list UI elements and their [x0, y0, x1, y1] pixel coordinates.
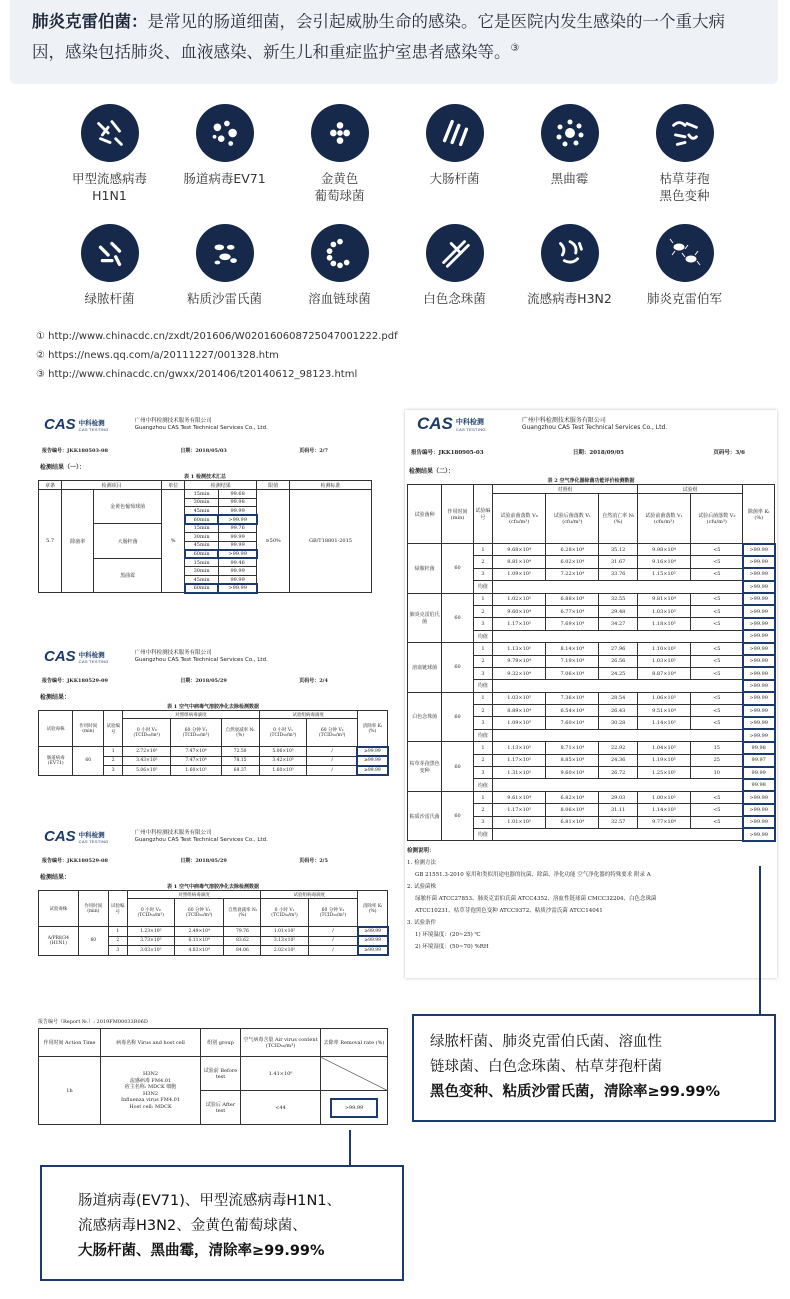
callout-left: 肠道病毒(EV71)、甲型流感病毒H1N1、 流感病毒H3N2、金黄色葡萄球菌、 大肠杆菌、黑曲霉，清除率≥99.99% [40, 1165, 404, 1281]
intro-paragraph [32, 8, 756, 66]
reference-2[interactable]: ② https://news.qq.com/a/20111227/001328.htm [36, 350, 279, 361]
aspergillus-icon [541, 104, 599, 162]
connector-right [759, 866, 761, 1014]
pathogen-label: 流感病毒H3N2 [527, 291, 612, 306]
pathogen-item [397, 224, 512, 330]
intro-ref: ③ [510, 43, 520, 54]
doc1-table: 章条 检测项目 单位 检测结果 限值 检测标准 5.7 除菌率 金黄色葡萄球菌 % 15min 99.68 ≥50% GB/T18801-2015 30min 99.98 45min 99.99 60min >99.99 大肠杆菌 15min 99.76 30min 99.99 45min 99.99 60min >99.99 黑曲霉 15min 99.46 30min 99.99 45min 99.99 60min >99.99 [38, 480, 372, 593]
pathogen-item [167, 224, 282, 330]
report-doc-2: CAS 中科检测 CAS TESTING 广州中科检测技术服务有限公司 Guangzhou CAS Test Technical Services Co., Ltd. 报告编号：JKK180529-09 日期：2018/05/29 页码号：2/4 检测结果： 表 1 空气中病毒气溶胶净化去除检测数据 试验毒株 作用时间(min) 试验编号 对照组病毒滴度 试验组病毒滴度 清除率 Kₜ (%) 0 小时 V₀ (TCID₅₀/m³) 60 分钟 V₁ (TCID₅₀/m³) 自然衰减率 Nₜ (%) 0 小时 V₁ (TCID₅₀/m³) 60 分钟 V₂ (TCID₅₀/m³) 肠道病毒(EV71) 60 1 2.72×10⁵ 7.47×10⁴ 72.50 5.06×10⁵ / ≥99.99 2 3.43×10⁵ 7.47×10⁴ 78.15 3.42×10⁵ / ≥99.99 3 5.06×10⁵ 1.60×10⁵ 68.37 1.60×10⁵ / ≥99.99 [36, 644, 390, 812]
reference-1[interactable]: ① http://www.chinacdc.cn/zxdt/201606/W020160608725047001222.pdf [36, 331, 398, 342]
klebsiella-icon [656, 224, 714, 282]
virus-h1n1-icon [81, 104, 139, 162]
doc2-table: 试验毒株 作用时间(min) 试验编号 对照组病毒滴度 试验组病毒滴度 清除率 Kₜ (%) 0 小时 V₀ (TCID₅₀/m³) 60 分钟 V₁ (TCID₅₀/m³) 自然衰减率 Nₜ (%) 0 小时 V₁ (TCID₅₀/m³) 60 分钟 V₂ (TCID₅₀/m³) 肠道病毒(EV71) 60 1 2.72×10⁵ 7.47×10⁴ 72.50 5.06×10⁵ / ≥99.99 2 3.43×10⁵ 7.47×10⁴ 78.15 3.42×10⁵ / ≥99.99 3 5.06×10⁵ 1.60×10⁵ 68.37 1.60×10⁵ / ≥99.99 [38, 710, 388, 776]
intro-bold: 肺炎克雷伯菌： [32, 12, 148, 31]
e-coli-icon [426, 104, 484, 162]
report-doc-1: CAS 中科检测 CAS TESTING 广州中科检测技术服务有限公司 Guangzhou CAS Test Technical Services Co., Ltd. 报告编号：JKK180503-08 日期：2018/05/03 页码号：2/7 检测结果（一）： 表 1 检测技术汇总 章条 检测项目 单位 检测结果 限值 检测标准 5.7 除菌率 金黄色葡萄球菌 % 15min 99.68 ≥50% GB/T18801-2015 30min 99.98 45min 99.99 60min >99.99 大肠杆菌 15min 99.76 30min 99.99 45min 99.99 60min >99.99 黑曲霉 15min 99.46 30min 99.99 45min 99.99 60min >99.99 [36, 410, 374, 636]
pathogen-item [512, 224, 627, 330]
pathogen-label: 溶血链球菌 [308, 291, 371, 306]
cas-logo: CAS 中科检测 CAS TESTING [417, 414, 486, 433]
reference-3[interactable]: ③ http://www.chinacdc.cn/gwxx/201406/t20140612_98123.html [36, 369, 358, 380]
pathogen-item [512, 104, 627, 210]
doc5-table: 试验菌种 作用时间(min) 试验编号 对照组 试验组 除菌率 Kₜ (%) 试验前菌落数 V₀ (cfu/m³) 试验后菌落数 V₁ (cfu/m³) 自然消亡率 Nₜ (%) 试验前菌落数 V₁ (cfu/m³) 试验后菌落数 V₂ (cfu/m³) 绿脓杆菌 60 1 9.68×10⁴ 6.28×10⁴ 35.12 9.98×10⁴ <5 >99.99 2 8.81×10⁴ 6.02×10⁴ 31.67 9.16×10⁴ <5 >99.99 3 1.09×10⁵ 7.22×10⁴ 33.76 1.15×10⁵ <5 >99.99 均值 >99.99 肺炎克雷伯氏菌 60 1 1.02×10⁵ 6.88×10⁴ 32.55 9.81×10⁴ <5 >99.99 2 9.60×10⁴ 6.77×10⁴ 29.48 1.03×10⁵ <5 >99.99 3 1.17×10⁵ 7.69×10⁴ 34.27 1.18×10⁵ <5 >99.99 均值 >99.99 溶血链球菌 60 1 1.13×10⁵ 8.14×10⁴ 27.96 1.10×10⁵ <5 >99.99 2 9.79×10⁴ 7.19×10⁴ 26.56 1.03×10⁵ <5 >99.99 3 9.32×10⁴ 7.06×10⁴ 24.25 8.87×10⁴ <5 >99.99 均值 >99.99 白色念珠菌 60 1 1.03×10⁵ 7.36×10⁴ 28.54 1.06×10⁵ <5 >99.99 2 8.89×10⁴ 6.54×10⁴ 26.43 9.51×10⁴ <5 >99.99 3 1.09×10⁵ 7.60×10⁴ 30.28 1.14×10⁵ <5 >99.99 均值 >99.99 枯草芽孢黑色变种 60 1 1.13×10⁵ 8.71×10⁴ 22.92 1.04×10⁵ 15 99.98 2 1.17×10⁵ 8.85×10⁴ 24.36 1.19×10⁵ 25 99.97 3 1.31×10⁵ 9.60×10⁴ 26.72 1.25×10⁵ 10 99.99 均值 99.98 粘质沙雷氏菌 60 1 9.61×10⁴ 6.82×10⁴ 29.03 1.00×10⁵ <5 >99.99 2 1.17×10⁵ 8.06×10⁴ 31.11 1.14×10⁵ <5 >99.99 3 1.01×10⁵ 6.81×10⁴ 32.57 9.77×10⁴ <5 >99.99 均值 >99.99 [407, 484, 775, 841]
pathogen-item [52, 224, 167, 330]
pathogen-label: 黑曲霉 [550, 171, 589, 186]
pathogen-label: 肺炎克雷伯军 [646, 291, 722, 306]
callout-right: 绿脓杆菌、肺炎克雷伯氏菌、溶血性 链球菌、白色念珠菌、枯草芽孢杆菌 黑色变种、粘质沙雷氏菌，清除率≥99.99% [412, 1014, 776, 1122]
pathogen-label: 粘质沙雷氏菌 [186, 291, 262, 306]
pathogen-label: 肠道病毒EV71 [183, 171, 266, 186]
connector-left [349, 1130, 351, 1166]
pathogen-icon-grid [52, 104, 742, 330]
doc3-table: 试验毒株 作用时间(min) 试验编号 对照组病毒滴度 试验组病毒滴度 清除率 Kₜ (%) 0 小时 V₀ (TCID₅₀/m³) 60 分钟 V₁ (TCID₅₀/m³) 自然衰减率 Nₜ (%) 0 小时 V₁ (TCID₅₀/m³) 60 分钟 V₂ (TCID₅₀/m³) A/PR8/34 (H1N1) 60 1 1.23×10⁵ 2.49×10⁴ 79.76 1.01×10⁵ / ≥99.99 2 3.73×10⁵ 6.11×10⁴ 83.62 3.13×10⁵ / ≥99.99 3 3.03×10⁵ 4.83×10⁴ 84.06 2.02×10⁵ / ≥99.99 [38, 890, 388, 956]
pathogen-item [627, 104, 742, 210]
enterovirus-icon [196, 104, 254, 162]
pathogen-label: 白色念珠菌 [423, 291, 486, 306]
report-doc-3: CAS 中科检测 CAS TESTING 广州中科检测技术服务有限公司 Guangzhou CAS Test Technical Services Co., Ltd. 报告编号：JKK180529-08 日期：2018/05/29 页码号：2/5 检测结果： 表 1 空气中病毒气溶胶净化去除检测数据 试验毒株 作用时间(min) 试验编号 对照组病毒滴度 试验组病毒滴度 清除率 Kₜ (%) 0 小时 V₀ (TCID₅₀/m³) 60 分钟 V₁ (TCID₅₀/m³) 自然衰减率 Nₜ (%) 0 小时 V₁ (TCID₅₀/m³) 60 分钟 V₂ (TCID₅₀/m³) A/PR8/34 (H1N1) 60 1 1.23×10⁵ 2.49×10⁴ 79.76 1.01×10⁵ / ≥99.99 2 3.73×10⁵ 6.11×10⁴ 83.62 3.13×10⁵ / ≥99.99 3 3.03×10⁵ 4.83×10⁴ 84.06 2.02×10⁵ / ≥99.99 [36, 824, 390, 1002]
virus-h3n2-icon [541, 224, 599, 282]
report-meta: 报告编号：JKK180529-08 日期：2018/05/29 页码号：2/5 [42, 858, 328, 864]
pathogen-label: 绿脓杆菌 [84, 291, 135, 306]
intro-box [10, 0, 778, 84]
cas-logo: CAS 中科检测 CAS TESTING [44, 828, 109, 845]
pathogen-label: 大肠杆菌 [429, 171, 480, 186]
pseudomonas-icon [81, 224, 139, 282]
cas-logo: CAS 中科检测 CAS TESTING [44, 648, 109, 665]
cas-logo: CAS 中科检测 CAS TESTING [44, 416, 109, 433]
intro-text: 是常见的肠道细菌，会引起威胁生命的感染。它是医院内发生感染的一个重大病因，感染包括肺炎、血液感染、新生儿和重症监护室患者感染等。 [32, 12, 725, 62]
report-meta: 报告编号：JKK180529-09 日期：2018/05/29 页码号：2/4 [42, 678, 328, 684]
pathogen-label: 甲型流感病毒 H1N1 [71, 171, 147, 203]
pathogen-label: 金黄色 葡萄球菌 [314, 171, 365, 203]
streptococcus-icon [311, 224, 369, 282]
doc4-table: 作用时间 Action Time 病毒名称 Virus and host cell 组别 group 空气病毒含量 Air virus content (TCID₅₀/m³) 去除率 Removal rate (%) 1h H3N2 流感病毒 FM4.01 宿主名称: MDCK 细胞 H3N2 Influenza virus FM4.01 Host cell: MDCK 试验前 Before test 1.41×10⁶ 试验后 After test <44 >99.99 [38, 1028, 388, 1125]
doc5-notes: 检测说明： 1. 检测方法 GB 21551.3-2010 家用和类似用途电器的抗菌、除菌、净化功能 空气净化器的特殊要求 附录 A 2. 试验菌株 绿脓杆菌 ATCC27853、肺炎克雷伯氏菌 ATCC4352、溶血性链球菌 CMCC32204、白色念珠菌 ATCC10231、枯草芽孢黑色变种 ATCC9372、粘质沙雷氏菌 ATCC14041 3. 试验条件 1) 环境温度：(20~25) ℃ 2) 环境湿度：(50~70) %RH [407, 848, 657, 951]
report-meta: 报告编号：JKK180905-03 日期：2018/09/05 页码号：3/6 [411, 450, 745, 456]
bacillus-icon [656, 104, 714, 162]
pathogen-item [167, 104, 282, 210]
staphylococcus-icon [311, 104, 369, 162]
pathogen-item [52, 104, 167, 210]
report-meta: 报告编号：JKK180503-08 日期：2018/05/03 页码号：2/7 [42, 448, 328, 454]
serratia-icon [196, 224, 254, 282]
report-doc-5: CAS 中科检测 CAS TESTING 广州中科检测技术服务有限公司 Guangzhou CAS Test Technical Services Co., Ltd. 报告编号：JKK180905-03 日期：2018/09/05 页码号：3/6 检测结果（二）： 表 2 空气净化器除菌功能评价检测数据 试验菌种 作用时间(min) 试验编号 对照组 试验组 除菌率 Kₜ (%) 试验前菌落数 V₀ (cfu/m³) 试验后菌落数 V₁ (cfu/m³) 自然消亡率 Nₜ (%) 试验前菌落数 V₁ (cfu/m³) 试验后菌落数 V₂ (cfu/m³) 绿脓杆菌 60 1 9.68×10⁴ 6.28×10⁴ 35.12 9.98×10⁴ <5 >99.99 2 8.81×10⁴ 6.02×10⁴ 31.67 9.16×10⁴ <5 >99.99 3 1.09×10⁵ 7.22×10⁴ 33.76 1.15×10⁵ <5 >99.99 均值 >99.99 肺炎克雷伯氏菌 60 1 1.02×10⁵ 6.88×10⁴ 32.55 9.81×10⁴ <5 >99.99 2 9.60×10⁴ 6.77×10⁴ 29.48 1.03×10⁵ <5 >99.99 3 1.17×10⁵ 7.69×10⁴ 34.27 1.18×10⁵ <5 >99.99 均值 >99.99 溶血链球菌 60 1 1.13×10⁵ 8.14×10⁴ 27.96 1.10×10⁵ <5 >99.99 2 9.79×10⁴ 7.19×10⁴ 26.56 1.03×10⁵ <5 >99.99 3 9.32×10⁴ 7.06×10⁴ 24.25 8.87×10⁴ <5 >99.99 均值 >99.99 白色念珠菌 60 1 1.03×10⁵ 7.36×10⁴ 28.54 1.06×10⁵ <5 >99.99 2 8.89×10⁴ 6.54×10⁴ 26.43 9.51×10⁴ <5 >99.99 3 1.09×10⁵ 7.60×10⁴ 30.28 1.14×10⁵ <5 >99.99 均值 >99.99 枯草芽孢黑色变种 60 1 1.13×10⁵ 8.71×10⁴ 22.92 1.04×10⁵ 15 99.98 2 1.17×10⁵ 8.85×10⁴ 24.36 1.19×10⁵ 25 99.97 3 1.31×10⁵ 9.60×10⁴ 26.72 1.25×10⁵ 10 99.99 均值 99.98 粘质沙雷氏菌 60 1 9.61×10⁴ 6.82×10⁴ 29.03 1.00×10⁵ <5 >99.99 2 1.17×10⁵ 8.06×10⁴ 31.11 1.14×10⁵ <5 >99.99 3 1.01×10⁵ 6.81×10⁴ 32.57 9.77×10⁴ <5 >99.99 均值 >99.99 检测说明： 1. 检测方法 GB 21551.3-2010 家用和类似用途电器的抗菌、除菌、净化功能 空气净化器的特殊要求 附录 A 2. 试验菌株 绿脓杆菌 ATCC27853、肺炎克雷伯氏菌 ATCC4352、溶血性链球菌 CMCC32204、白色念珠菌 ATCC10231、枯草芽孢黑色变种 ATCC9372、粘质沙雷氏菌 ATCC14041 3. 试验条件 1) 环境温度：(20~25) ℃ 2) 环境湿度：(50~70) %RH [405, 410, 777, 978]
pathogen-item [282, 104, 397, 210]
report-doc-4: 报告编号（Report №.）: 2019FM00033R06D 作用时间 Action Time 病毒名称 Virus and host cell 组别 group 空气病毒含量 Air virus content (TCID₅₀/m³) 去除率 Removal rate (%) 1h H3N2 流感病毒 FM4.01 宿主名称: MDCK 细胞 H3N2 Influenza virus FM4.01 Host cell: MDCK 试验前 Before test 1.41×10⁶ 试验后 After test <44 >99.99 [36, 1014, 390, 1130]
reference-list [36, 327, 398, 384]
pathogen-item [627, 224, 742, 330]
pathogen-label: 枯草芽孢 黑色变种 [659, 171, 710, 203]
doc4-removal-rate: >99.99 [331, 1099, 378, 1117]
candida-icon [426, 224, 484, 282]
pathogen-item [397, 104, 512, 210]
pathogen-item [282, 224, 397, 330]
